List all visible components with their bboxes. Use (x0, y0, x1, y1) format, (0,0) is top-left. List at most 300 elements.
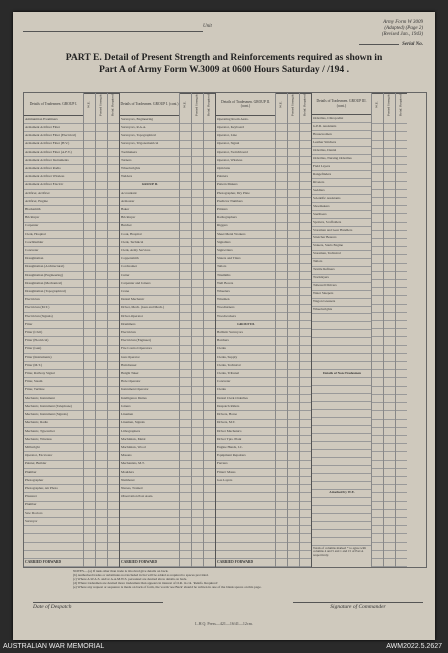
number-cell[interactable] (384, 231, 395, 239)
number-cell[interactable] (192, 534, 203, 542)
number-cell[interactable] (288, 124, 299, 132)
number-cell[interactable] (108, 493, 119, 501)
number-cell[interactable] (396, 551, 407, 559)
number-cell[interactable] (96, 116, 107, 124)
number-cell[interactable] (288, 387, 299, 395)
number-cell[interactable] (108, 444, 119, 452)
number-cell[interactable] (84, 378, 95, 386)
number-cell[interactable] (108, 428, 119, 436)
number-cell[interactable] (108, 288, 119, 296)
number-cell[interactable] (192, 288, 203, 296)
number-cell[interactable] (96, 321, 107, 329)
number-cell[interactable] (384, 239, 395, 247)
number-cell[interactable] (204, 313, 215, 321)
number-cell[interactable] (204, 411, 215, 419)
number-cell[interactable] (288, 534, 299, 542)
number-cell[interactable] (276, 526, 287, 534)
number-cell[interactable] (384, 346, 395, 354)
number-cell[interactable] (180, 214, 191, 222)
number-cell[interactable] (180, 444, 191, 452)
number-cell[interactable] (84, 214, 95, 222)
number-cell[interactable] (288, 403, 299, 411)
number-cell[interactable] (96, 411, 107, 419)
number-cell[interactable] (96, 198, 107, 206)
number-cell[interactable] (276, 116, 287, 124)
number-cell[interactable] (372, 510, 383, 518)
number-cell[interactable] (396, 255, 407, 263)
number-cell[interactable] (288, 346, 299, 354)
number-cell[interactable] (108, 403, 119, 411)
number-cell[interactable] (396, 141, 407, 149)
number-cell[interactable] (372, 116, 383, 124)
number-cell[interactable] (384, 272, 395, 280)
number-cell[interactable] (300, 518, 311, 526)
number-cell[interactable] (192, 436, 203, 444)
number-cell[interactable] (396, 428, 407, 436)
number-cell[interactable] (96, 346, 107, 354)
number-cell[interactable] (192, 141, 203, 149)
number-cell[interactable] (276, 559, 287, 567)
number-cell[interactable] (108, 543, 119, 551)
number-cell[interactable] (204, 272, 215, 280)
number-cell[interactable] (384, 157, 395, 165)
number-cell[interactable] (96, 526, 107, 534)
number-cell[interactable] (384, 485, 395, 493)
number-cell[interactable] (180, 280, 191, 288)
number-cell[interactable] (108, 198, 119, 206)
number-cell[interactable] (384, 182, 395, 190)
number-cell[interactable] (396, 370, 407, 378)
number-cell[interactable] (300, 264, 311, 272)
number-cell[interactable] (300, 346, 311, 354)
number-cell[interactable] (108, 157, 119, 165)
number-cell[interactable] (96, 337, 107, 345)
number-cell[interactable] (204, 321, 215, 329)
number-cell[interactable] (396, 502, 407, 510)
number-cell[interactable] (108, 477, 119, 485)
number-cell[interactable] (288, 543, 299, 551)
number-cell[interactable] (96, 469, 107, 477)
number-cell[interactable] (108, 214, 119, 222)
number-cell[interactable] (396, 116, 407, 124)
number-cell[interactable] (372, 551, 383, 559)
number-cell[interactable] (396, 403, 407, 411)
number-cell[interactable] (288, 239, 299, 247)
number-cell[interactable] (192, 411, 203, 419)
number-cell[interactable] (288, 485, 299, 493)
number-cell[interactable] (180, 132, 191, 140)
number-cell[interactable] (300, 280, 311, 288)
number-cell[interactable] (276, 231, 287, 239)
number-cell[interactable] (384, 223, 395, 231)
number-cell[interactable] (288, 149, 299, 157)
number-cell[interactable] (192, 420, 203, 428)
number-cell[interactable] (384, 493, 395, 501)
number-cell[interactable] (288, 436, 299, 444)
number-cell[interactable] (384, 378, 395, 386)
number-cell[interactable] (300, 165, 311, 173)
number-cell[interactable] (180, 477, 191, 485)
number-cell[interactable] (96, 190, 107, 198)
number-cell[interactable] (396, 321, 407, 329)
number-cell[interactable] (180, 337, 191, 345)
number-cell[interactable] (192, 223, 203, 231)
number-cell[interactable] (84, 403, 95, 411)
number-cell[interactable] (96, 436, 107, 444)
number-cell[interactable] (204, 461, 215, 469)
number-cell[interactable] (204, 444, 215, 452)
number-cell[interactable] (180, 321, 191, 329)
number-cell[interactable] (84, 370, 95, 378)
number-cell[interactable] (204, 378, 215, 386)
number-cell[interactable] (276, 461, 287, 469)
number-cell[interactable] (384, 461, 395, 469)
number-cell[interactable] (108, 182, 119, 190)
number-cell[interactable] (84, 387, 95, 395)
number-cell[interactable] (84, 223, 95, 231)
number-cell[interactable] (372, 526, 383, 534)
number-cell[interactable] (96, 370, 107, 378)
number-cell[interactable] (96, 288, 107, 296)
number-cell[interactable] (180, 378, 191, 386)
number-cell[interactable] (300, 198, 311, 206)
number-cell[interactable] (84, 272, 95, 280)
number-cell[interactable] (204, 206, 215, 214)
number-cell[interactable] (372, 182, 383, 190)
number-cell[interactable] (96, 206, 107, 214)
number-cell[interactable] (180, 231, 191, 239)
number-cell[interactable] (276, 378, 287, 386)
number-cell[interactable] (180, 452, 191, 460)
number-cell[interactable] (96, 313, 107, 321)
number-cell[interactable] (180, 387, 191, 395)
number-cell[interactable] (396, 231, 407, 239)
number-cell[interactable] (300, 206, 311, 214)
number-cell[interactable] (84, 296, 95, 304)
number-cell[interactable] (384, 141, 395, 149)
number-cell[interactable] (384, 165, 395, 173)
number-cell[interactable] (108, 362, 119, 370)
number-cell[interactable] (384, 452, 395, 460)
number-cell[interactable] (396, 411, 407, 419)
number-cell[interactable] (192, 559, 203, 567)
number-cell[interactable] (300, 247, 311, 255)
number-cell[interactable] (276, 149, 287, 157)
number-cell[interactable] (180, 313, 191, 321)
number-cell[interactable] (276, 124, 287, 132)
number-cell[interactable] (84, 534, 95, 542)
number-cell[interactable] (204, 420, 215, 428)
number-cell[interactable] (300, 395, 311, 403)
number-cell[interactable] (84, 420, 95, 428)
number-cell[interactable] (372, 518, 383, 526)
number-cell[interactable] (84, 116, 95, 124)
number-cell[interactable] (276, 337, 287, 345)
number-cell[interactable] (180, 428, 191, 436)
number-cell[interactable] (180, 173, 191, 181)
number-cell[interactable] (384, 132, 395, 140)
number-cell[interactable] (300, 436, 311, 444)
number-cell[interactable] (396, 165, 407, 173)
number-cell[interactable] (180, 411, 191, 419)
number-cell[interactable] (300, 411, 311, 419)
number-cell[interactable] (96, 378, 107, 386)
number-cell[interactable] (288, 420, 299, 428)
number-cell[interactable] (300, 543, 311, 551)
number-cell[interactable] (276, 354, 287, 362)
number-cell[interactable] (288, 182, 299, 190)
number-cell[interactable] (276, 518, 287, 526)
number-cell[interactable] (204, 436, 215, 444)
number-cell[interactable] (300, 223, 311, 231)
number-cell[interactable] (396, 518, 407, 526)
number-cell[interactable] (288, 510, 299, 518)
number-cell[interactable] (84, 444, 95, 452)
number-cell[interactable] (384, 354, 395, 362)
number-cell[interactable] (372, 543, 383, 551)
number-cell[interactable] (396, 436, 407, 444)
number-cell[interactable] (96, 493, 107, 501)
number-cell[interactable] (384, 305, 395, 313)
number-cell[interactable] (84, 395, 95, 403)
number-cell[interactable] (96, 444, 107, 452)
number-cell[interactable] (300, 387, 311, 395)
number-cell[interactable] (276, 436, 287, 444)
number-cell[interactable] (396, 534, 407, 542)
number-cell[interactable] (372, 485, 383, 493)
number-cell[interactable] (396, 354, 407, 362)
number-cell[interactable] (204, 559, 215, 567)
number-cell[interactable] (288, 444, 299, 452)
number-cell[interactable] (396, 173, 407, 181)
number-cell[interactable] (276, 198, 287, 206)
number-cell[interactable] (84, 190, 95, 198)
number-cell[interactable] (384, 124, 395, 132)
number-cell[interactable] (96, 510, 107, 518)
number-cell[interactable] (300, 313, 311, 321)
number-cell[interactable] (108, 329, 119, 337)
number-cell[interactable] (108, 149, 119, 157)
number-cell[interactable] (384, 420, 395, 428)
number-cell[interactable] (108, 420, 119, 428)
number-cell[interactable] (288, 378, 299, 386)
number-cell[interactable] (300, 296, 311, 304)
number-cell[interactable] (276, 321, 287, 329)
number-cell[interactable] (84, 124, 95, 132)
number-cell[interactable] (96, 255, 107, 263)
number-cell[interactable] (180, 370, 191, 378)
number-cell[interactable] (372, 190, 383, 198)
number-cell[interactable] (204, 469, 215, 477)
number-cell[interactable] (108, 132, 119, 140)
number-cell[interactable] (108, 206, 119, 214)
number-cell[interactable] (96, 214, 107, 222)
number-cell[interactable] (276, 206, 287, 214)
number-cell[interactable] (96, 502, 107, 510)
number-cell[interactable] (288, 362, 299, 370)
number-cell[interactable] (180, 206, 191, 214)
number-cell[interactable] (108, 313, 119, 321)
number-cell[interactable] (372, 149, 383, 157)
number-cell[interactable] (192, 469, 203, 477)
number-cell[interactable] (108, 510, 119, 518)
number-cell[interactable] (108, 296, 119, 304)
number-cell[interactable] (288, 296, 299, 304)
number-cell[interactable] (288, 206, 299, 214)
number-cell[interactable] (192, 502, 203, 510)
number-cell[interactable] (372, 198, 383, 206)
number-cell[interactable] (372, 214, 383, 222)
number-cell[interactable] (84, 461, 95, 469)
number-cell[interactable] (396, 469, 407, 477)
number-cell[interactable] (300, 428, 311, 436)
number-cell[interactable] (372, 436, 383, 444)
number-cell[interactable] (372, 313, 383, 321)
number-cell[interactable] (180, 526, 191, 534)
number-cell[interactable] (300, 551, 311, 559)
number-cell[interactable] (84, 428, 95, 436)
number-cell[interactable] (276, 362, 287, 370)
number-cell[interactable] (276, 157, 287, 165)
number-cell[interactable] (96, 534, 107, 542)
number-cell[interactable] (204, 477, 215, 485)
number-cell[interactable] (84, 452, 95, 460)
number-cell[interactable] (84, 510, 95, 518)
number-cell[interactable] (276, 223, 287, 231)
number-cell[interactable] (192, 403, 203, 411)
number-cell[interactable] (84, 477, 95, 485)
number-cell[interactable] (384, 255, 395, 263)
number-cell[interactable] (204, 157, 215, 165)
number-cell[interactable] (192, 370, 203, 378)
number-cell[interactable] (180, 264, 191, 272)
number-cell[interactable] (300, 239, 311, 247)
number-cell[interactable] (396, 182, 407, 190)
number-cell[interactable] (384, 411, 395, 419)
number-cell[interactable] (396, 288, 407, 296)
number-cell[interactable] (396, 559, 407, 567)
number-cell[interactable] (180, 157, 191, 165)
number-cell[interactable] (384, 469, 395, 477)
number-cell[interactable] (372, 272, 383, 280)
number-cell[interactable] (180, 190, 191, 198)
number-cell[interactable] (192, 510, 203, 518)
number-cell[interactable] (396, 280, 407, 288)
number-cell[interactable] (372, 493, 383, 501)
number-cell[interactable] (300, 214, 311, 222)
number-cell[interactable] (204, 305, 215, 313)
number-cell[interactable] (372, 444, 383, 452)
number-cell[interactable] (288, 395, 299, 403)
number-cell[interactable] (372, 354, 383, 362)
number-cell[interactable] (108, 469, 119, 477)
number-cell[interactable] (84, 493, 95, 501)
number-cell[interactable] (276, 132, 287, 140)
number-cell[interactable] (396, 329, 407, 337)
number-cell[interactable] (180, 149, 191, 157)
number-cell[interactable] (84, 149, 95, 157)
number-cell[interactable] (276, 190, 287, 198)
number-cell[interactable] (396, 214, 407, 222)
number-cell[interactable] (96, 165, 107, 173)
number-cell[interactable] (300, 444, 311, 452)
number-cell[interactable] (372, 206, 383, 214)
number-cell[interactable] (204, 198, 215, 206)
number-cell[interactable] (108, 190, 119, 198)
number-cell[interactable] (96, 420, 107, 428)
number-cell[interactable] (204, 182, 215, 190)
number-cell[interactable] (300, 370, 311, 378)
number-cell[interactable] (204, 329, 215, 337)
number-cell[interactable] (84, 313, 95, 321)
number-cell[interactable] (108, 354, 119, 362)
number-cell[interactable] (384, 280, 395, 288)
number-cell[interactable] (96, 452, 107, 460)
number-cell[interactable] (180, 403, 191, 411)
number-cell[interactable] (300, 132, 311, 140)
number-cell[interactable] (108, 411, 119, 419)
number-cell[interactable] (96, 223, 107, 231)
number-cell[interactable] (108, 116, 119, 124)
number-cell[interactable] (180, 485, 191, 493)
number-cell[interactable] (180, 165, 191, 173)
number-cell[interactable] (384, 428, 395, 436)
number-cell[interactable] (84, 543, 95, 551)
number-cell[interactable] (84, 329, 95, 337)
number-cell[interactable] (276, 288, 287, 296)
number-cell[interactable] (84, 526, 95, 534)
number-cell[interactable] (372, 305, 383, 313)
number-cell[interactable] (288, 526, 299, 534)
number-cell[interactable] (288, 502, 299, 510)
number-cell[interactable] (204, 502, 215, 510)
number-cell[interactable] (384, 551, 395, 559)
number-cell[interactable] (276, 346, 287, 354)
number-cell[interactable] (108, 378, 119, 386)
number-cell[interactable] (276, 264, 287, 272)
number-cell[interactable] (396, 543, 407, 551)
number-cell[interactable] (180, 436, 191, 444)
number-cell[interactable] (288, 469, 299, 477)
number-cell[interactable] (180, 247, 191, 255)
number-cell[interactable] (192, 182, 203, 190)
number-cell[interactable] (108, 272, 119, 280)
number-cell[interactable] (84, 502, 95, 510)
number-cell[interactable] (108, 264, 119, 272)
number-cell[interactable] (108, 551, 119, 559)
number-cell[interactable] (300, 485, 311, 493)
number-cell[interactable] (372, 411, 383, 419)
number-cell[interactable] (192, 543, 203, 551)
number-cell[interactable] (288, 354, 299, 362)
number-cell[interactable] (276, 428, 287, 436)
number-cell[interactable] (372, 477, 383, 485)
number-cell[interactable] (384, 116, 395, 124)
number-cell[interactable] (204, 239, 215, 247)
number-cell[interactable] (288, 288, 299, 296)
number-cell[interactable] (192, 255, 203, 263)
number-cell[interactable] (288, 272, 299, 280)
number-cell[interactable] (204, 141, 215, 149)
number-cell[interactable] (276, 214, 287, 222)
number-cell[interactable] (180, 288, 191, 296)
number-cell[interactable] (108, 305, 119, 313)
number-cell[interactable] (300, 461, 311, 469)
number-cell[interactable] (372, 157, 383, 165)
number-cell[interactable] (204, 223, 215, 231)
number-cell[interactable] (192, 321, 203, 329)
number-cell[interactable] (372, 378, 383, 386)
